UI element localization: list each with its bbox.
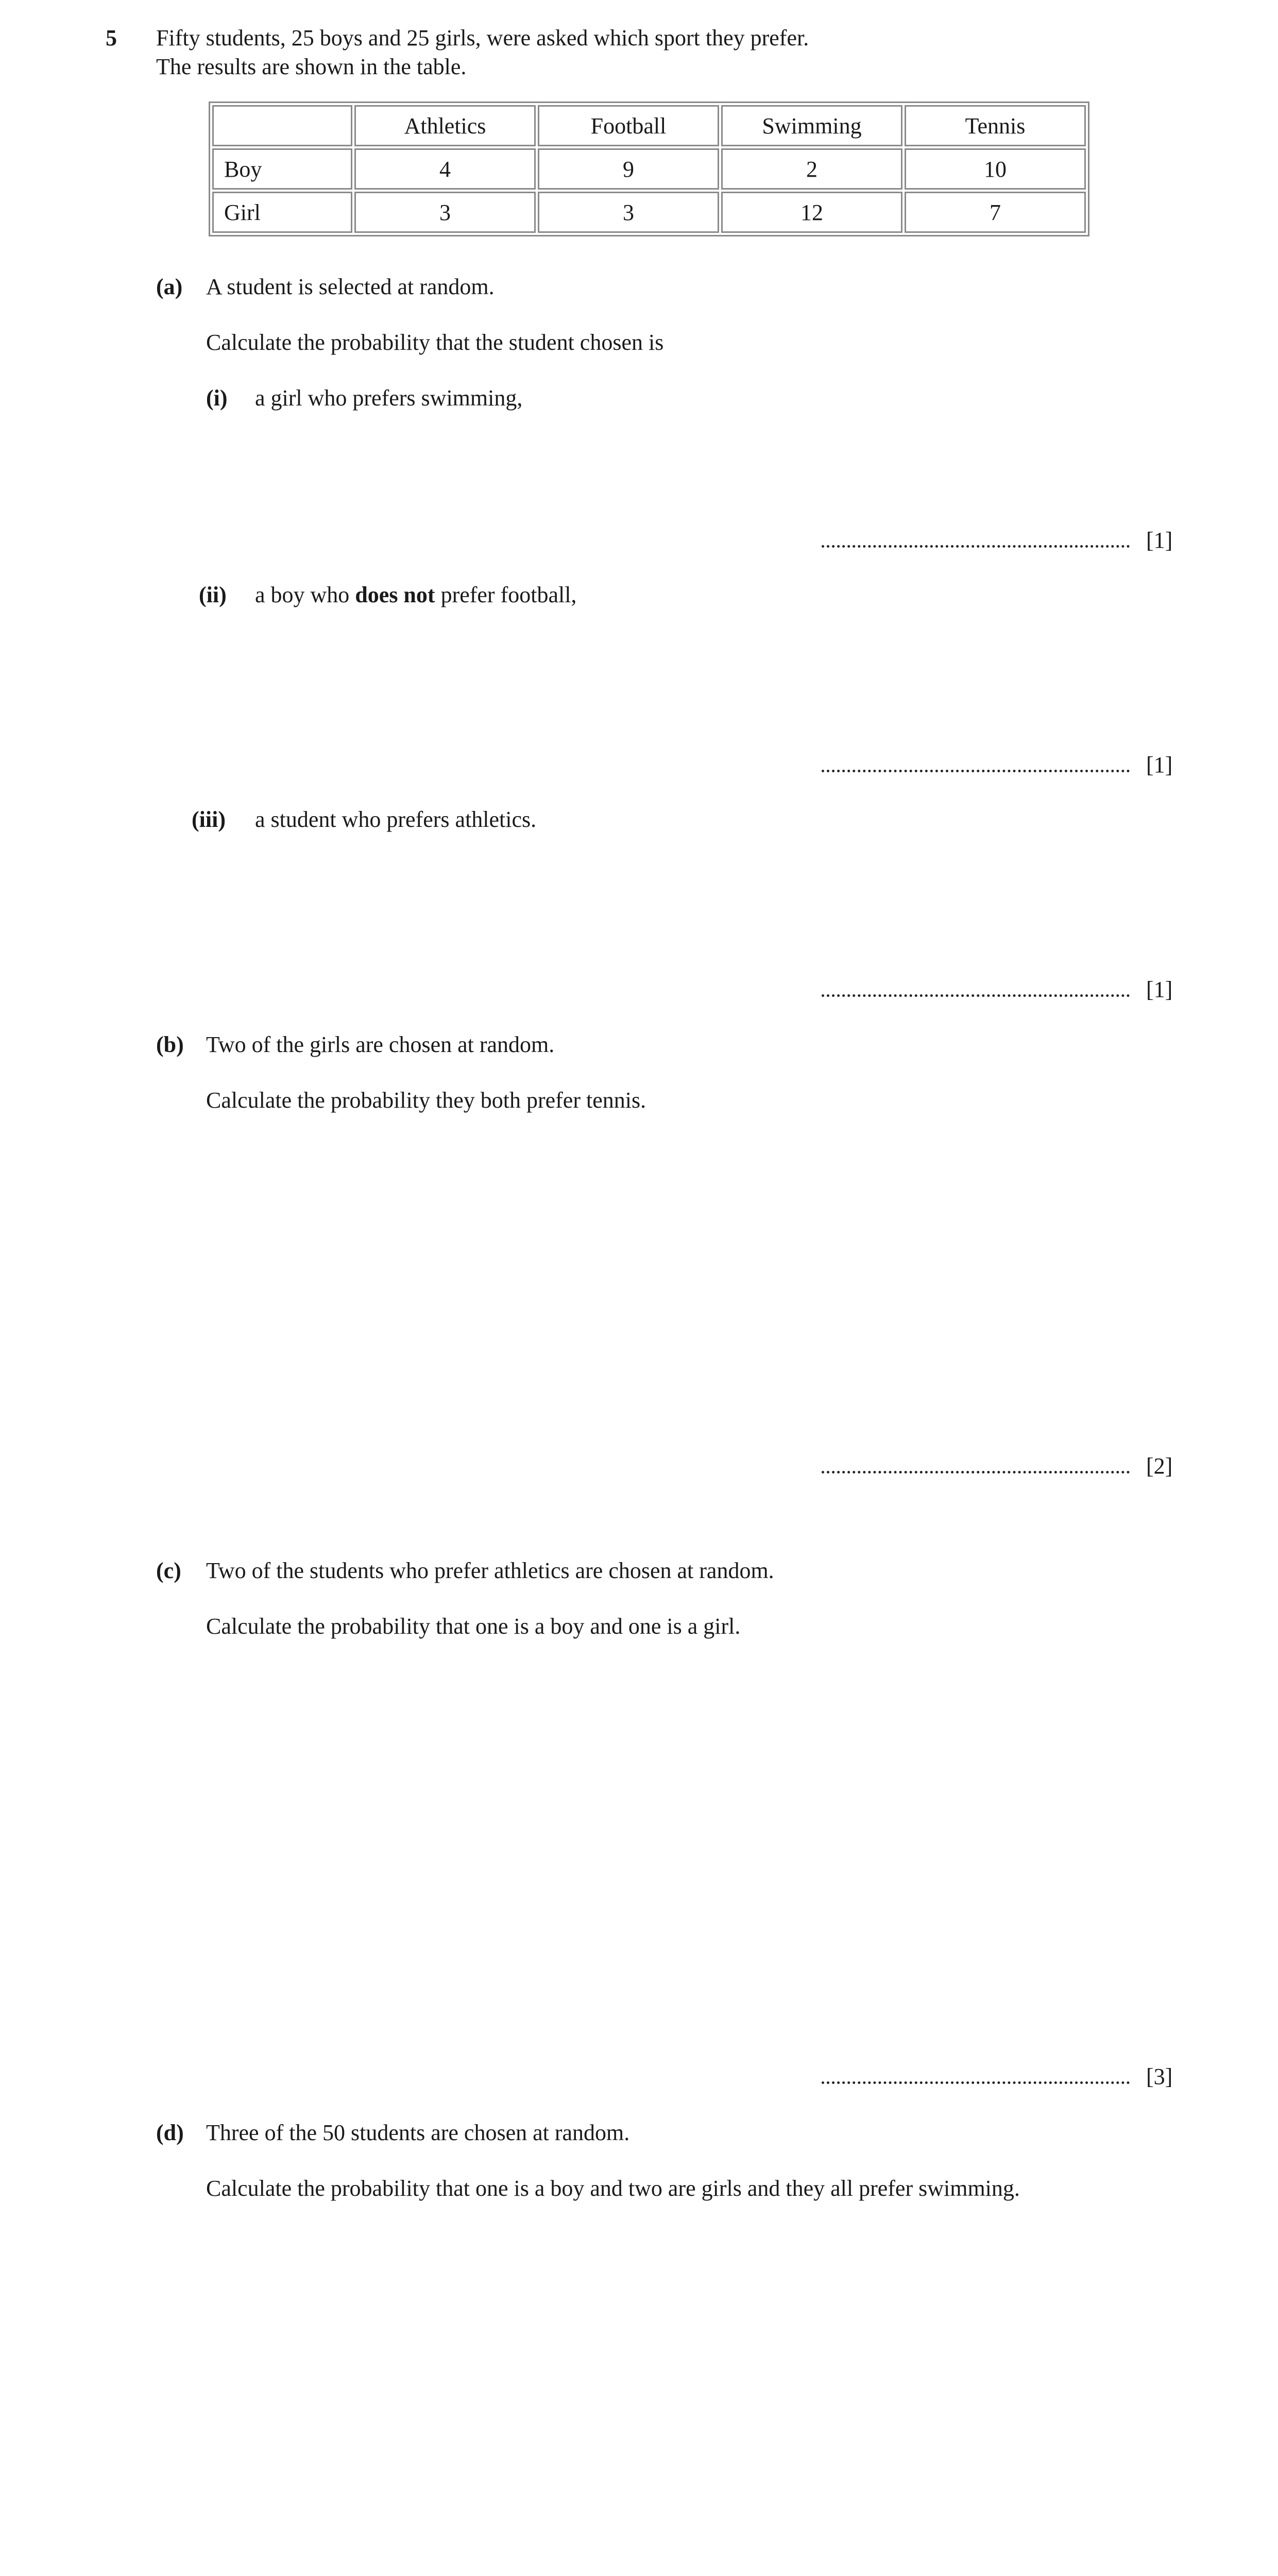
results-table <box>209 101 1089 236</box>
part-a-ii-text-after: prefer football, <box>435 582 577 607</box>
table-cell: 4 <box>354 148 536 190</box>
part-a-i-label: (i) <box>206 385 228 411</box>
marks-a-i: [1] <box>1146 528 1173 553</box>
part-c-text: Two of the students who prefer athletics are chosen at random. <box>206 1558 774 1583</box>
table-header-corner <box>212 105 352 146</box>
part-a-iii-label: (iii) <box>192 807 226 832</box>
table-cell: 7 <box>905 192 1086 233</box>
table-cell: 10 <box>905 148 1086 190</box>
table-row <box>212 192 1086 233</box>
part-d-text: Three of the 50 students are chosen at random. <box>206 2120 630 2145</box>
answer-line-b[interactable] <box>822 1471 1130 1473</box>
part-a-text: A student is selected at random. <box>206 274 495 299</box>
table-row-label: Boy <box>212 148 352 190</box>
table-header-athletics: Athletics <box>354 105 536 146</box>
marks-a-iii: [1] <box>1146 977 1173 1002</box>
part-a-ii-label: (ii) <box>199 582 227 607</box>
table-cell: 9 <box>538 148 719 190</box>
table-cell: 12 <box>721 192 902 233</box>
part-a-ii-text-before: a boy who <box>255 582 355 607</box>
part-a-i-text: a girl who prefers swimming, <box>255 385 523 411</box>
table-row <box>212 148 1086 190</box>
part-a-instruction: Calculate the probability that the student chosen is <box>206 330 664 355</box>
part-a-label: (a) <box>156 274 183 299</box>
question-number: 5 <box>106 25 117 50</box>
part-b-label: (b) <box>156 1032 184 1057</box>
part-b-instruction: Calculate the probability they both prefer tennis. <box>206 1088 646 1113</box>
part-a-ii-text-bold: does not <box>355 582 435 607</box>
table-header-football: Football <box>538 105 719 146</box>
question-intro-line-1: Fifty students, 25 boys and 25 girls, were asked which sport they prefer. <box>156 25 809 50</box>
part-a-ii-text <box>255 584 576 606</box>
part-b-text: Two of the girls are chosen at random. <box>206 1032 555 1057</box>
table-header-swimming: Swimming <box>721 105 902 146</box>
table-cell: 2 <box>721 148 902 190</box>
table-cell: 3 <box>354 192 536 233</box>
question-intro-line-2: The results are shown in the table. <box>156 54 467 79</box>
part-d-label: (d) <box>156 2120 184 2145</box>
answer-line-a-i[interactable] <box>822 545 1130 548</box>
part-d-instruction: Calculate the probability that one is a boy and two are girls and they all prefer swimming. <box>206 2176 1020 2201</box>
marks-a-ii: [1] <box>1146 752 1173 777</box>
part-a-iii-text: a student who prefers athletics. <box>255 807 537 832</box>
answer-line-a-iii[interactable] <box>822 994 1130 997</box>
table-header-row <box>212 105 1086 146</box>
part-c-label: (c) <box>156 1558 181 1583</box>
answer-line-c[interactable] <box>822 2081 1130 2084</box>
part-c-instruction: Calculate the probability that one is a boy and one is a girl. <box>206 1614 741 1639</box>
answer-line-a-ii[interactable] <box>822 770 1130 772</box>
table-header-tennis: Tennis <box>905 105 1086 146</box>
table-cell: 3 <box>538 192 719 233</box>
table-row-label: Girl <box>212 192 352 233</box>
marks-b: [2] <box>1146 1453 1173 1479</box>
marks-c: [3] <box>1146 2064 1173 2089</box>
